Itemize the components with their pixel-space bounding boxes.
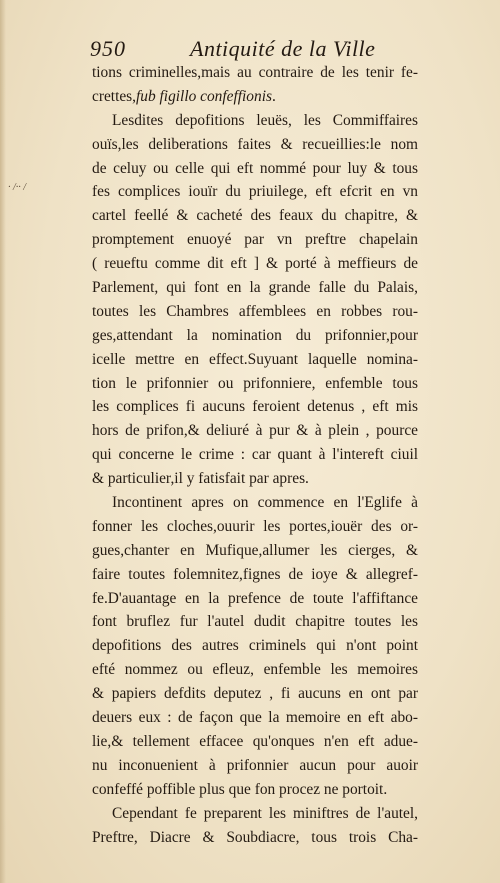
text-line xyxy=(92,658,418,682)
text-line xyxy=(92,587,418,611)
text-line xyxy=(92,682,418,706)
text-segment: confeffé poffible plus que fon procez ne portoit. xyxy=(92,780,388,798)
page-number: 950 xyxy=(90,36,126,61)
text-segment: hors de prifon,& deliuré à pur & à plein , pource xyxy=(92,422,418,440)
text-line xyxy=(92,157,418,181)
text-line xyxy=(92,204,418,228)
text-line xyxy=(92,802,418,826)
text-line xyxy=(92,754,418,778)
text-line xyxy=(92,228,418,252)
text-line xyxy=(92,252,418,276)
text-segment: Incontinent apres on commence en l'Eglife à xyxy=(112,494,418,512)
text-segment: Lesdites depofitions leuës, les Commiffaires xyxy=(112,111,418,129)
latin-phrase: fub figillo confeffionis xyxy=(136,87,272,105)
text-line xyxy=(92,539,418,563)
body-text xyxy=(92,61,418,849)
text-segment: Preftre, Diacre & Soubdiacre, tous trois Cha- xyxy=(92,828,418,846)
text-line xyxy=(92,778,418,802)
text-segment: fes complices iouïr du priuilege, eft efcrit en vn xyxy=(92,183,418,201)
text-segment: fe.D'auantage en la prefence de toute l'affiftance xyxy=(92,589,418,607)
text-line xyxy=(92,730,418,754)
text-segment: tion le prifonnier ou prifonniere, enfemble tous xyxy=(92,374,418,392)
text-line xyxy=(92,395,418,419)
text-segment: Cependant fe preparent les miniftres de l'autel, xyxy=(112,804,418,822)
text-line xyxy=(92,180,418,204)
text-line xyxy=(92,563,418,587)
text-segment: & particulier,il y fatisfait par apres. xyxy=(92,470,309,488)
text-segment: Parlement, qui font en la grande falle du Palais, xyxy=(92,279,418,297)
text-segment: de celuy ou celle qui eft nommé pour luy & tous xyxy=(92,159,418,177)
text-segment: font bruflez fur l'autel dudit chapitre toutes les xyxy=(92,613,418,631)
page-gutter-shadow xyxy=(0,0,6,883)
text-line xyxy=(92,826,418,850)
text-line xyxy=(92,324,418,348)
text-segment: les complices fi aucuns feroient detenus , eft mis xyxy=(92,398,418,416)
text-segment: promptement enuoyé par vn preftre chapelain xyxy=(92,231,418,249)
text-line xyxy=(92,443,418,467)
text-line xyxy=(92,133,418,157)
text-line xyxy=(92,85,418,109)
text-segment: tions criminelles,mais au contraire de les tenir fe- xyxy=(92,64,418,81)
text-segment: fonner les cloches,ouurir les portes,iouër des or- xyxy=(92,517,418,535)
text-line xyxy=(92,300,418,324)
text-line xyxy=(92,419,418,443)
text-line xyxy=(92,515,418,539)
text-line xyxy=(92,348,418,372)
text-segment: cartel feellé & cacheté des feaux du chapitre, & xyxy=(92,207,418,225)
text-segment: icelle mettre en effect.Suyuant laquelle nomina- xyxy=(92,350,418,368)
text-segment: qui concerne le crime : car quant à l'intereft ciuil xyxy=(92,446,418,464)
text-segment: gues,chanter en Mufique,allumer les cierges, & xyxy=(92,541,418,559)
text-line xyxy=(92,706,418,730)
text-segment: ouïs,les deliberations faites & recueillies:le nom xyxy=(92,135,418,153)
text-line xyxy=(92,467,418,491)
text-line xyxy=(92,491,418,515)
text-segment: faire toutes folemnitez,fignes de ioye & allegref- xyxy=(92,565,418,583)
text-segment: . xyxy=(271,87,276,105)
text-segment: depofitions des autres criminels qui n'ont point xyxy=(92,637,418,655)
text-segment: crettes, xyxy=(92,87,137,105)
text-line xyxy=(92,61,418,85)
margin-note: · /·· / xyxy=(8,182,27,193)
text-segment: toutes les Chambres affemblees en robbes rou- xyxy=(92,302,418,320)
text-segment: deuers eux : de façon que la memoire en eft abo- xyxy=(92,709,418,727)
text-segment: nu inconuenient à prifonnier aucun pour auoir xyxy=(92,756,418,774)
text-line xyxy=(92,610,418,634)
text-line xyxy=(92,372,418,396)
running-header xyxy=(90,36,420,62)
running-title: Antiquité de la Ville xyxy=(190,36,376,61)
text-line xyxy=(92,276,418,300)
text-segment: ges,attendant la nomination du prifonnier,pour xyxy=(92,326,418,344)
text-segment: & papiers defdits deputez , fi aucuns en ont par xyxy=(92,685,418,703)
text-segment: lie,& tellement effacee qu'onques n'en eft adue- xyxy=(92,732,418,750)
text-line xyxy=(92,634,418,658)
text-segment: ( reueftu comme dit eft ] & porté à meffieurs de xyxy=(92,255,418,273)
text-line xyxy=(92,109,418,133)
text-segment: efté nommez ou efleuz, enfemble les memoires xyxy=(92,661,418,679)
